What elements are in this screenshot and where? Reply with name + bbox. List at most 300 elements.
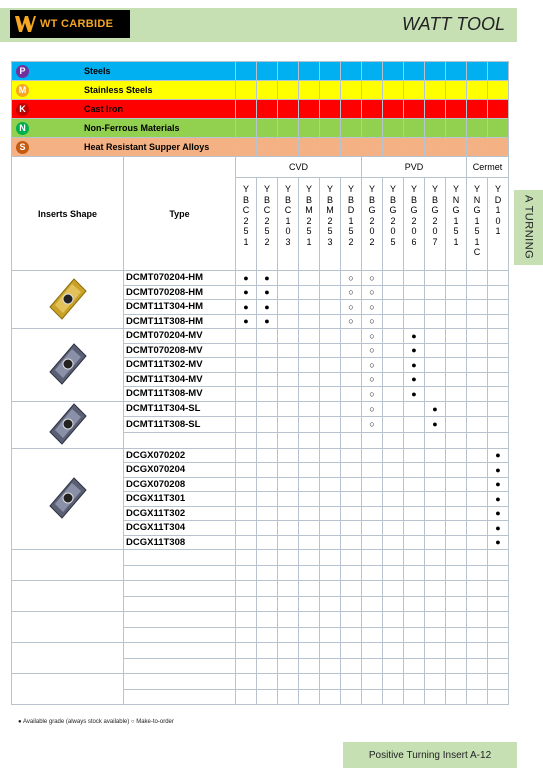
empty-cell (467, 643, 488, 659)
grade-mark (467, 401, 488, 417)
grade-mark (257, 432, 278, 448)
insert-type: DCGX11T304 (124, 521, 236, 536)
grade-mark (446, 432, 467, 448)
material-cell (278, 138, 299, 157)
grade-mark (425, 343, 446, 358)
material-cell (404, 81, 425, 100)
empty-row (12, 643, 509, 659)
material-label (12, 138, 236, 157)
material-cell (383, 100, 404, 119)
grade-mark (404, 535, 425, 550)
empty-cell (425, 581, 446, 597)
material-cell (299, 81, 320, 100)
empty-cell (341, 658, 362, 674)
insert-type: DCGX070204 (124, 463, 236, 478)
insert-type: DCMT11T304-MV (124, 372, 236, 387)
empty-cell (383, 658, 404, 674)
empty-cell (341, 674, 362, 690)
insert-gray-icon (48, 476, 88, 520)
empty-cell (362, 612, 383, 628)
grade-mark (404, 300, 425, 315)
material-name: Steels (84, 66, 111, 76)
grade-mark: ○ (362, 285, 383, 300)
empty-cell (425, 565, 446, 581)
grade-mark (320, 535, 341, 550)
material-cell (341, 81, 362, 100)
empty-cell (362, 643, 383, 659)
empty-cell (299, 596, 320, 612)
empty-cell (383, 674, 404, 690)
grade-mark (341, 401, 362, 417)
empty-shape-cell (12, 674, 124, 705)
grade-mark (446, 343, 467, 358)
insert-type: DCMT070208-HM (124, 285, 236, 300)
empty-cell (404, 581, 425, 597)
empty-cell (257, 689, 278, 705)
material-label (12, 119, 236, 138)
grade-header (341, 178, 362, 271)
table-row (12, 401, 509, 417)
grade-mark (257, 521, 278, 536)
grade-code: Y B G 2 0 5 (389, 184, 397, 247)
insert-type: DCMT070204-HM (124, 271, 236, 286)
empty-cell (257, 581, 278, 597)
grade-mark (488, 329, 509, 344)
empty-cell (488, 565, 509, 581)
grade-mark (467, 271, 488, 286)
empty-type-cell (124, 596, 236, 612)
grade-mark (236, 401, 257, 417)
empty-type-cell (124, 565, 236, 581)
grade-mark (446, 329, 467, 344)
grade-mark (425, 506, 446, 521)
grade-mark (320, 358, 341, 373)
empty-shape-cell (12, 550, 124, 581)
grade-mark: ○ (362, 271, 383, 286)
grade-mark (257, 492, 278, 507)
grade-mark (299, 432, 320, 448)
empty-cell (278, 689, 299, 705)
material-cell (257, 100, 278, 119)
side-tab-turning (514, 190, 543, 265)
grade-mark (467, 477, 488, 492)
empty-cell (383, 612, 404, 628)
grade-mark (425, 463, 446, 478)
grade-mark (299, 300, 320, 315)
insert-type: DCGX11T302 (124, 506, 236, 521)
empty-cell (425, 627, 446, 643)
grade-mark (383, 417, 404, 433)
material-cell (320, 100, 341, 119)
material-cell (320, 81, 341, 100)
empty-cell (362, 689, 383, 705)
empty-cell (236, 550, 257, 566)
grade-mark (446, 535, 467, 550)
grade-mark (362, 448, 383, 463)
material-cell (236, 100, 257, 119)
grade-mark: ○ (362, 314, 383, 329)
insert-type: DCMT11T302-MV (124, 358, 236, 373)
grade-mark (362, 535, 383, 550)
empty-cell (446, 596, 467, 612)
empty-cell (488, 643, 509, 659)
empty-cell (341, 596, 362, 612)
grade-mark (341, 387, 362, 402)
empty-cell (362, 596, 383, 612)
grade-mark (320, 329, 341, 344)
grade-mark (467, 506, 488, 521)
grade-mark (320, 314, 341, 329)
empty-row (12, 550, 509, 566)
grade-code: Y D 1 0 1 (494, 184, 502, 236)
empty-cell (299, 550, 320, 566)
empty-cell (236, 612, 257, 628)
empty-cell (362, 674, 383, 690)
empty-type-cell (124, 612, 236, 628)
grade-mark: ○ (362, 417, 383, 433)
grade-mark (425, 492, 446, 507)
grade-mark (404, 432, 425, 448)
grade-mark (299, 492, 320, 507)
material-cell (299, 100, 320, 119)
material-cell (446, 81, 467, 100)
grade-mark (488, 285, 509, 300)
grade-mark (299, 271, 320, 286)
empty-cell (299, 581, 320, 597)
grade-code: Y B G 2 0 6 (410, 184, 418, 247)
material-name: Cast Iron (84, 104, 124, 114)
grade-mark (425, 448, 446, 463)
empty-cell (341, 581, 362, 597)
material-cell (446, 119, 467, 138)
grade-mark (404, 401, 425, 417)
table-row (12, 448, 509, 463)
empty-cell (488, 674, 509, 690)
insert-type: DCMT070204-MV (124, 329, 236, 344)
material-label (12, 62, 236, 81)
empty-cell (257, 674, 278, 690)
material-cell (236, 119, 257, 138)
empty-cell (425, 550, 446, 566)
material-cell (467, 100, 488, 119)
insert-gold-icon (48, 277, 88, 321)
empty-type-cell (124, 689, 236, 705)
empty-cell (362, 658, 383, 674)
empty-cell (320, 581, 341, 597)
material-cell (404, 138, 425, 157)
material-cell (383, 81, 404, 100)
material-label (12, 81, 236, 100)
grade-mark: ● (425, 417, 446, 433)
grade-mark (467, 329, 488, 344)
empty-cell (362, 627, 383, 643)
empty-cell (236, 643, 257, 659)
grade-mark (320, 285, 341, 300)
empty-cell (488, 689, 509, 705)
empty-cell (467, 627, 488, 643)
grade-code: Y B G 2 0 7 (431, 184, 439, 247)
empty-cell (278, 550, 299, 566)
grade-mark (425, 300, 446, 315)
empty-cell (446, 565, 467, 581)
grade-mark (299, 314, 320, 329)
grade-mark (425, 329, 446, 344)
empty-cell (467, 581, 488, 597)
grade-group-header: CVD (236, 157, 362, 178)
empty-cell (299, 674, 320, 690)
grade-mark: ● (404, 343, 425, 358)
grade-mark (446, 417, 467, 433)
grade-code: Y B G 2 0 2 (368, 184, 376, 247)
grade-header (425, 178, 446, 271)
grade-mark (467, 521, 488, 536)
grade-mark (383, 535, 404, 550)
grade-mark (362, 463, 383, 478)
grade-mark (278, 358, 299, 373)
grade-mark (299, 372, 320, 387)
insert-shape-cell (12, 401, 124, 448)
material-cell (362, 138, 383, 157)
grade-mark (257, 372, 278, 387)
empty-cell (257, 612, 278, 628)
insert-type: DCGX11T301 (124, 492, 236, 507)
empty-cell (467, 674, 488, 690)
grade-mark (383, 387, 404, 402)
material-cell (383, 119, 404, 138)
grade-mark: ● (404, 372, 425, 387)
empty-cell (257, 658, 278, 674)
empty-cell (299, 689, 320, 705)
grade-mark: ● (257, 314, 278, 329)
grade-mark (341, 417, 362, 433)
grade-mark (446, 448, 467, 463)
material-cell (404, 62, 425, 81)
empty-cell (446, 612, 467, 628)
empty-cell (467, 596, 488, 612)
grade-mark (488, 271, 509, 286)
empty-type-cell (124, 674, 236, 690)
empty-cell (383, 643, 404, 659)
grade-mark (488, 372, 509, 387)
material-cell (278, 100, 299, 119)
material-code-icon: S (16, 141, 29, 154)
grade-mark: ○ (341, 300, 362, 315)
empty-cell (383, 689, 404, 705)
grade-mark (362, 521, 383, 536)
empty-cell (320, 565, 341, 581)
grade-mark (488, 401, 509, 417)
insert-type: DCGX070202 (124, 448, 236, 463)
grade-mark (236, 343, 257, 358)
empty-cell (488, 550, 509, 566)
empty-cell (278, 627, 299, 643)
grade-mark (467, 448, 488, 463)
grade-mark (299, 463, 320, 478)
grade-mark (320, 401, 341, 417)
grade-mark (341, 329, 362, 344)
grade-group-header: Cermet (467, 157, 509, 178)
grade-mark (341, 432, 362, 448)
empty-cell (299, 658, 320, 674)
empty-cell (236, 689, 257, 705)
empty-cell (467, 612, 488, 628)
empty-cell (341, 689, 362, 705)
empty-cell (362, 565, 383, 581)
material-cell (362, 62, 383, 81)
grade-header (299, 178, 320, 271)
grade-mark (257, 329, 278, 344)
insert-type (124, 432, 236, 448)
grade-mark (488, 343, 509, 358)
grade-header (467, 178, 488, 271)
material-cell (341, 100, 362, 119)
grade-mark (425, 372, 446, 387)
grade-mark (383, 285, 404, 300)
empty-shape-cell (12, 643, 124, 674)
grade-mark (278, 521, 299, 536)
material-cell (320, 138, 341, 157)
grade-mark (383, 300, 404, 315)
grade-mark (446, 285, 467, 300)
grade-header (320, 178, 341, 271)
brand-title: WATT TOOL (401, 14, 505, 34)
grade-group-header: PVD (362, 157, 467, 178)
empty-cell (299, 612, 320, 628)
grade-mark (383, 492, 404, 507)
empty-cell (425, 612, 446, 628)
grade-mark: ● (236, 300, 257, 315)
material-cell (446, 138, 467, 157)
grade-mark (404, 285, 425, 300)
grade-mark (425, 521, 446, 536)
empty-shape-cell (12, 581, 124, 612)
material-cell (488, 138, 509, 157)
grade-mark (236, 477, 257, 492)
empty-cell (425, 674, 446, 690)
grade-mark: ● (425, 401, 446, 417)
grade-mark: ○ (362, 387, 383, 402)
grade-mark (446, 521, 467, 536)
grade-mark (383, 372, 404, 387)
grade-code: Y B M 2 5 3 (326, 184, 334, 247)
grade-mark (383, 343, 404, 358)
material-cell (257, 81, 278, 100)
grade-code: Y B C 2 5 1 (242, 184, 250, 247)
grade-mark: ● (257, 300, 278, 315)
empty-cell (341, 550, 362, 566)
grade-mark (299, 477, 320, 492)
material-cell (425, 119, 446, 138)
grade-mark (425, 314, 446, 329)
empty-cell (446, 627, 467, 643)
grade-mark (341, 535, 362, 550)
grade-code: Y B M 2 5 1 (305, 184, 313, 247)
material-cell (341, 138, 362, 157)
material-cell (299, 138, 320, 157)
grade-mark (341, 463, 362, 478)
empty-cell (278, 596, 299, 612)
material-cell (488, 119, 509, 138)
insert-type: DCGX11T308 (124, 535, 236, 550)
grade-mark (488, 314, 509, 329)
logo-mark-icon (14, 14, 36, 34)
grade-mark (278, 329, 299, 344)
grade-mark (278, 463, 299, 478)
grade-header (404, 178, 425, 271)
grade-mark: ● (404, 329, 425, 344)
grade-mark (383, 477, 404, 492)
grade-mark (467, 343, 488, 358)
material-cell (257, 62, 278, 81)
grade-mark: ○ (341, 271, 362, 286)
grade-mark (383, 506, 404, 521)
grade-mark (299, 448, 320, 463)
grade-mark (488, 300, 509, 315)
table-row (12, 329, 509, 344)
grade-mark: ● (488, 521, 509, 536)
material-cell (278, 119, 299, 138)
empty-cell (236, 596, 257, 612)
grade-mark (488, 432, 509, 448)
grade-mark: ● (236, 314, 257, 329)
empty-cell (257, 596, 278, 612)
material-cell (446, 100, 467, 119)
legend: ● Available grade (always stock available) ○ Make-to-order (18, 719, 174, 725)
grade-mark (236, 463, 257, 478)
material-cell (236, 81, 257, 100)
col-type-header: Type (124, 157, 236, 271)
insert-shape-cell (12, 448, 124, 550)
empty-cell (467, 689, 488, 705)
grade-mark (362, 477, 383, 492)
grade-mark (467, 300, 488, 315)
grade-mark (404, 271, 425, 286)
grade-mark (467, 358, 488, 373)
empty-cell (383, 627, 404, 643)
material-cell (467, 62, 488, 81)
grade-mark (425, 358, 446, 373)
empty-cell (446, 689, 467, 705)
material-cell (383, 138, 404, 157)
grade-mark (278, 492, 299, 507)
grade-mark: ● (404, 387, 425, 402)
grade-mark (383, 401, 404, 417)
grade-mark (404, 492, 425, 507)
footer-label: Positive Turning Insert A-12 (343, 742, 517, 768)
empty-cell (404, 565, 425, 581)
grade-mark (299, 358, 320, 373)
empty-cell (446, 643, 467, 659)
grade-mark (278, 535, 299, 550)
grade-mark (299, 343, 320, 358)
material-code-icon: M (16, 84, 29, 97)
grade-mark (488, 387, 509, 402)
material-name: Stainless Steels (84, 85, 153, 95)
empty-cell (278, 658, 299, 674)
grade-mark: ○ (362, 401, 383, 417)
grade-mark (341, 358, 362, 373)
material-cell (467, 138, 488, 157)
grade-mark (320, 417, 341, 433)
insert-type: DCMT11T304-SL (124, 401, 236, 417)
grade-code: Y N G 1 5 1 C (473, 184, 481, 257)
grade-mark (446, 271, 467, 286)
grade-mark (488, 358, 509, 373)
grade-mark: ● (488, 535, 509, 550)
material-cell (278, 62, 299, 81)
grade-mark (236, 417, 257, 433)
empty-cell (404, 627, 425, 643)
